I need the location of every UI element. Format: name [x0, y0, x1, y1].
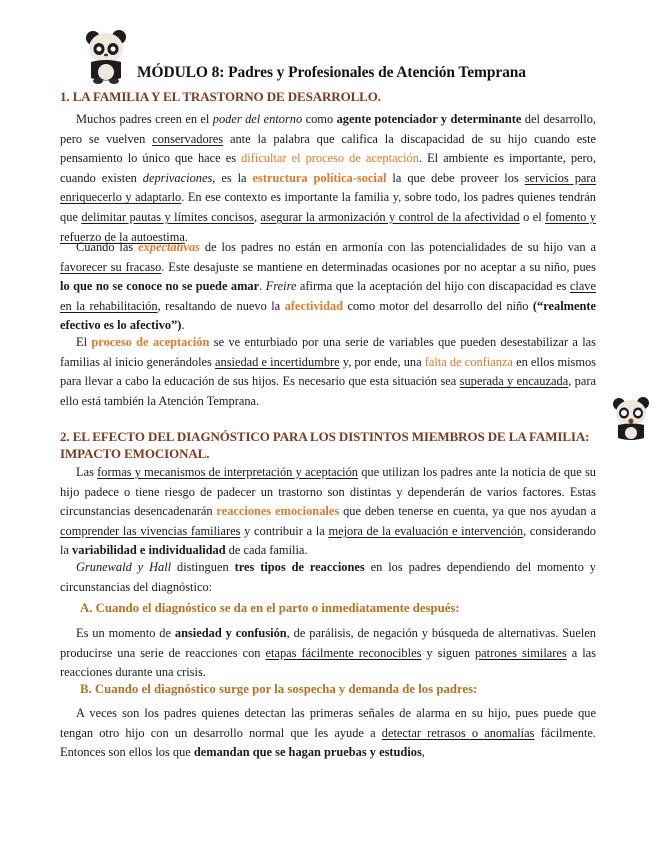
- section-1-paragraph-3: El proceso de aceptación se ve enturbiado por una serie de variables que pueden desestabilizar a las familias al inicio generándoles ansiedad e incertidumbre y, por ende, una falta de confianza en ellos mismos para llevar a cabo la educación de sus hijos. Es necesario que esta situación sea superada y encauzada, para ello está también la Atención Temprana.: [60, 335, 597, 408]
- subsection-b-heading: B. Cuando el diagnóstico surge por la sospecha y demanda de los padres:: [80, 682, 478, 696]
- section-1-heading: 1. LA FAMILIA Y EL TRASTORNO DE DESARROLLO.: [60, 89, 381, 104]
- panda-mascot-icon: [83, 28, 129, 84]
- title-row: [83, 28, 526, 84]
- panda-mascot-icon: [612, 396, 650, 442]
- section-1-paragraph-1: Muchos padres creen en el poder del entorno como agente potenciador y determinante del desarrollo, pero se vuelven conservadores ante la palabra que califica la discapacidad de su hijo cuando este pensamiento lo único que hace es dificultar el proceso de aceptación. El ambiente es importante, pero, cuando existen deprivaciones, es la estructura política-social la que debe proveer los servicios para enriquecerlo y adaptarlo. En ese contexto es importante la familia y, sobre todo, los padres quienes tendrán que delimitar pautas y límites concisos, asegurar la armonización y control de la afectividad o el fomento y refuerzo de la autoestima.: [60, 112, 597, 244]
- section-1-paragraph-2: Cuando las expectativas de los padres no están en armonía con las potencialidades de su hijo van a favorecer su fracaso. Este desajuste se mantiene en determinadas ocasiones por no aceptar a su niño, pues lo que no se conoce no se puede amar. Freire afirma que la aceptación del hijo con discapacidad es clave en la rehabilitación, resaltando de nuevo la afectividad como motor del desarrollo del niño (“realmente efectivo es lo afectivo”).: [60, 240, 596, 333]
- section-2-paragraph-2: Grunewald y Hall distinguen tres tipos de reacciones en los padres dependiendo del momento y circunstancias del diagnóstico:: [60, 560, 596, 594]
- subsection-a-paragraph: Es un momento de ansiedad y confusión, de parálisis, de negación y búsqueda de alternativas. Suelen producirse una serie de reacciones con etapas fácilmente reconocibles y siguen patrones similares a las reacciones durante una crisis.: [60, 626, 597, 680]
- section-2-heading: 2. EL EFECTO DEL DIAGNÓSTICO PARA LOS DISTINTOS MIEMBROS DE LA FAMILIA: IMPACTO EMOCIONAL.: [60, 429, 590, 461]
- section-2-paragraph-1: Las formas y mecanismos de interpretación y aceptación que utilizan los padres ante la noticia de que su hijo padece o tiene riesgo de padecer un trastorno son distintas y dependerán de varios factores. Estas circunstancias desencadenarán reacciones emocionales que deben tenerse en cuenta, ya que nos ayudan a comprender las vivencias familiares y contribuir a la mejora de la evaluación e intervención, considerando la variabilidad e individualidad de cada familia.: [60, 465, 596, 558]
- subsection-b-paragraph: A veces son los padres quienes detectan las primeras señales de alarma en su hijo, pues puede que tengan otro hijo con un desarrollo normal que les ayude a detectar retrasos o anomalías fácilmente. Entonces son ellos los que demandan que se hagan pruebas y estudios,: [60, 706, 596, 760]
- subsection-a-heading: A. Cuando el diagnóstico se da en el parto o inmediatamente después:: [80, 601, 460, 615]
- document-title: MÓDULO 8: Padres y Profesionales de Atención Temprana: [137, 64, 526, 81]
